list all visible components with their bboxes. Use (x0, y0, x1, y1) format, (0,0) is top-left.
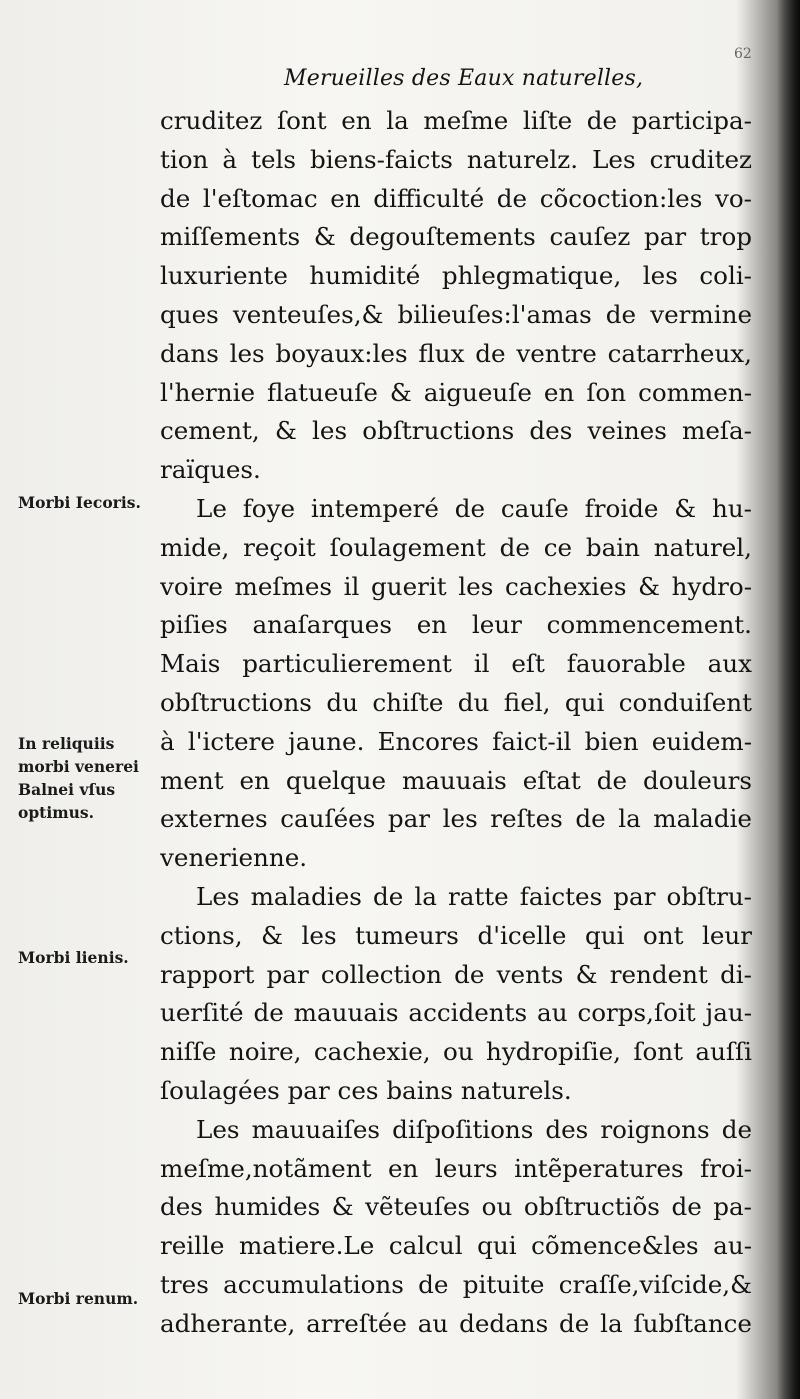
text-line: raïques. (160, 455, 261, 485)
text-line: Les maladies de la ratte faictes par obſtru- (196, 881, 752, 911)
text-line: externes cauſées par les reſtes de la maladie (160, 804, 752, 834)
text-line: dans les boyaux:les flux de ventre catarrheux, (160, 338, 752, 368)
text-line: tres accumulations de pituite craſſe,viſcide,& (160, 1269, 752, 1299)
text-line: Les mauuaiſes diſpoſitions des roignons de (196, 1114, 752, 1144)
text-line: ſoulagées par ces bains naturels. (160, 1075, 572, 1105)
text-line: venerienne. (160, 843, 308, 873)
margin-note-venereal-3: Balnei vſus (18, 780, 116, 799)
text-line: des humides & vẽteuſes ou obſtructiõs de pa- (160, 1192, 752, 1222)
margin-note-venereal-4: optimus. (18, 803, 95, 822)
text-line: ques venteuſes,& bilieuſes:l'amas de vermine (160, 299, 752, 329)
margin-note-venereal-2: morbi venerei (18, 757, 139, 776)
text-line: piſies anaſarques en leur commencement. (160, 610, 752, 640)
text-line: adherante, arreſtée au dedans de la ſubſtance (160, 1308, 752, 1338)
text-line: mide, reçoit ſoulagement de ce bain naturel, (160, 532, 752, 562)
text-line: luxuriente humidité phlegmatique, les coli- (160, 261, 752, 291)
margin-note-kidneys: Morbi renum. (18, 1289, 139, 1308)
text-line: Le foye intemperé de cauſe froide & hu- (196, 493, 752, 523)
margin-note-spleen: Morbi lienis. (18, 948, 129, 967)
text-line: uerſité de mauuais accidents au corps,ſoit jau- (160, 998, 752, 1028)
text-line: ctions, & les tumeurs d'icelle qui ont leur (160, 920, 752, 950)
text-line: rapport par collection de vents & rendent di- (160, 959, 752, 989)
text-line: à l'ictere jaune. Encores faict-il bien euidem- (160, 726, 752, 756)
body-text (160, 102, 752, 1344)
running-head: Merueilles des Eaux naturelles, (284, 66, 644, 91)
text-line: obſtructions du chiſte du fiel, qui conduiſent (160, 687, 752, 717)
text-line: Mais particulierement il eſt fauorable aux (160, 649, 752, 679)
text-line: tion à tels biens-faicts naturelz. Les cruditez (160, 144, 752, 174)
text-line: voire meſmes il guerit les cachexies & hydro- (160, 571, 752, 601)
page-number: 62 (734, 46, 752, 62)
text-line: meſme,notãment en leurs intẽperatures froi- (160, 1153, 752, 1183)
text-line: cruditez ſont en la meſme liſte de participa- (160, 106, 752, 135)
text-line: ment en quelque mauuais eſtat de douleurs (160, 765, 752, 795)
text-line: l'hernie flatueuſe & aigueuſe en ſon commen- (160, 377, 752, 407)
text-line: cement, & les obſtructions des veines meſa- (160, 416, 752, 446)
text-line: reille matiere.Le calcul qui cõmence&les au- (160, 1231, 752, 1261)
text-line: de l'eſtomac en difficulté de cõcoction:les vo- (160, 183, 752, 213)
margin-note-liver: Morbi Iecoris. (18, 493, 141, 512)
text-line: miſſements & degouſtements cauſez par trop (160, 222, 752, 252)
text-line: niſſe noire, cachexie, ou hydropiſie, ſont auſſi (160, 1037, 752, 1067)
margin-note-venereal-1: In reliquiis (18, 734, 115, 753)
page-edge-shadow (778, 0, 800, 1399)
